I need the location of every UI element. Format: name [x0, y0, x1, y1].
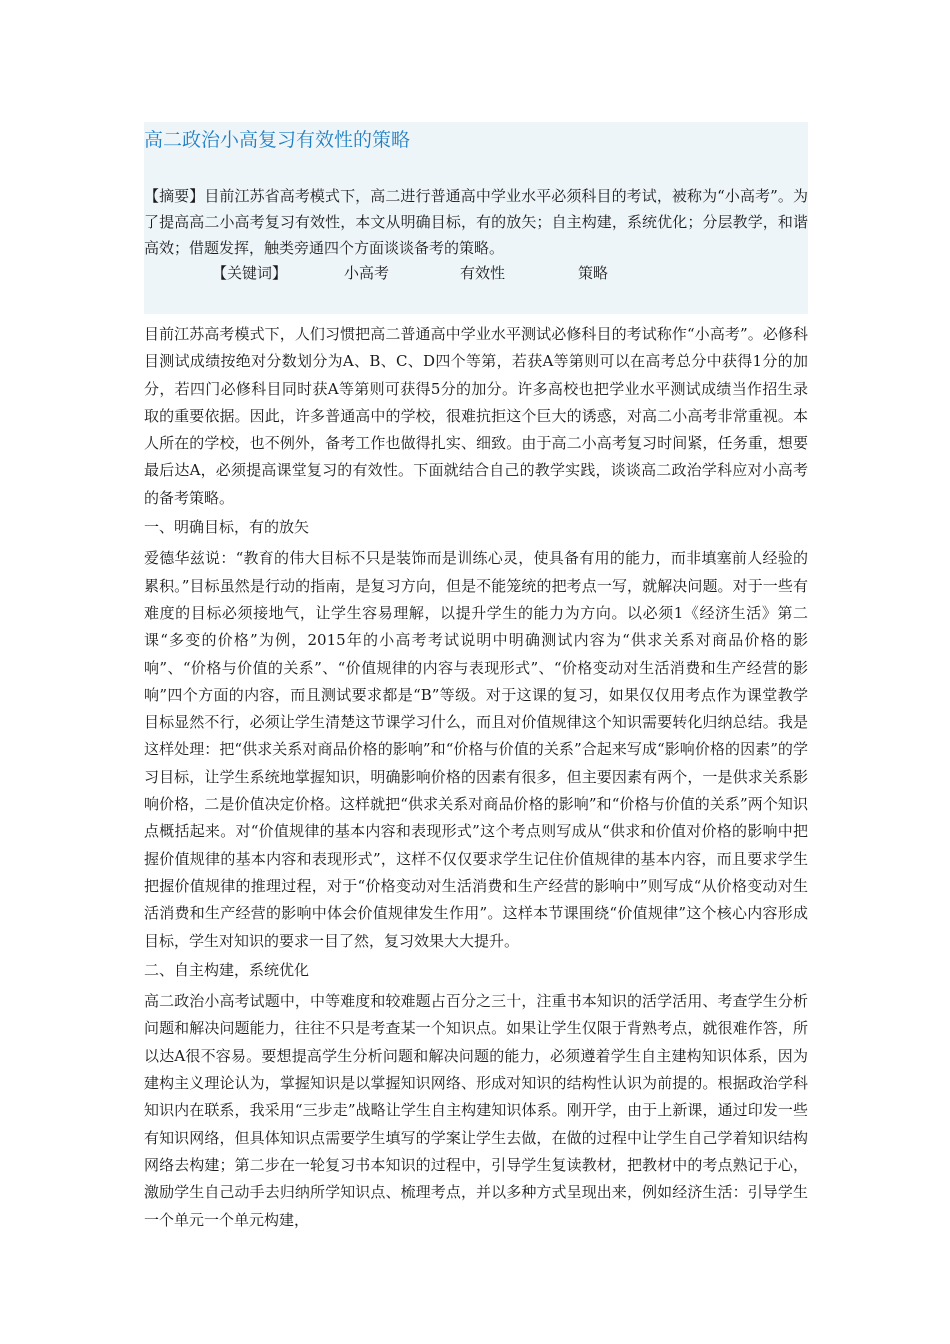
section-paragraph: 爱德华兹说：“教育的伟大目标不只是装饰而是训练心灵，使具备有用的能力，而非填塞前人经验的累积。”目标虽然是行动的指南，是复习方向，但是不能笼统的把考点一写，就解决问题。对于一些有难度的目标必须接地气，让学生容易理解，以提升学生的能力为方向。以必须1《经济生活》第二课“多变的价格”为例，2015年的小高考考试说明中明确测试内容为“供求关系对商品价格的影响”、“价格与价值的关系”、“价值规律的内容与表现形式”、“价格变动对生活消费和生产经营的影响”四个方面的内容，而且测试要求都是“B”等级。对于这课的复习，如果仅仅用考点作为课堂教学目标显然不行，必须让学生清楚这节课学习什么，而且对价值规律这个知识需要转化归纳总结。我是这样处理：把“供求关系对商品价格的影响”和“价格与价值的关系”合起来写成“影响价格的因素”的学习目标，让学生系统地掌握知识，明确影响价格的因素有很多，但主要因素有两个，一是供求关系影响价格，二是价值决定价格。这样就把“供求关系对商品价格的影响”和“价格与价值的关系”两个知识点概括起来。对“价值规律的基本内容和表现形式”这个考点则写成从“供求和价值对价格的影响中把握价值规律的基本内容和表现形式”，这样不仅仅要求学生记住价值规律的基本内容，而且要求学生把握价值规律的推理过程，对于“价格变动对生活消费和生产经营的影响中”则写成“从价格变动对生活消费和生产经营的影响中体会价值规律发生作用”。这样本节课围绕“价值规律”这个核心内容形成目标，学生对知识的要求一目了然，复习效果大大提升。 — [144, 549, 808, 950]
keyword-item: 小高考 — [344, 264, 390, 282]
keywords-row — [212, 260, 608, 286]
intro-paragraph: 目前江苏高考模式下，人们习惯把高二普通高中学业水平测试必修科目的考试称作“小高考”。必修科目测试成绩按绝对分数划分为A、B、C、D四个等第，若获A等第则可以在高考总分中获得1分的加分，若四门必修科目同时获A等第则可获得5分的加分。许多高校也把学业水平测试成绩当作招生录取的重要依据。因此，许多普通高中的学校，很难抗拒这个巨大的诱惑，对高二小高考非常重视。本人所在的学校，也不例外，备考工作也做得扎实、细致。由于高二小高考复习时间紧，任务重，想要最后达A，必须提高课堂复习的有效性。下面就结合自己的教学实践，谈谈高二政治学科应对小高考的备考策略。 — [144, 325, 808, 507]
section-heading: 一、明确目标，有的放矢 — [144, 518, 310, 537]
section-paragraph: 高二政治小高考试题中，中等难度和较难题占百分之三十，注重书本知识的活学活用、考查学生分析问题和解决问题能力，往往不只是考查某一个知识点。如果让学生仅限于背熟考点，就很难作答，所以达A很不容易。要想提高学生分析问题和解决问题的能力，必须遵着学生自主建构知识体系，因为建构主义理论认为，掌握知识是以掌握知识网络、形成对知识的结构性认识为前提的。根据政治学科知识内在联系，我采用“三步走”战略让学生自主构建知识体系。刚开学，由于上新课，通过印发一些有知识网络，但具体知识点需要学生填写的学案让学生去做，在做的过程中让学生自己学着知识结构网络去构建；第二步在一轮复习书本知识的过程中，引导学生复读教材，把教材中的考点熟记于心，激励学生自己动手去归纳所学知识点、梳理考点，并以多种方式呈现出来，例如经济生活：引导学生一个单元一个单元构建， — [144, 992, 808, 1229]
keywords-label: 【关键词】 — [212, 264, 288, 282]
abstract — [144, 183, 808, 261]
keyword-item: 有效性 — [460, 264, 506, 282]
keyword-item: 策略 — [578, 264, 609, 282]
abstract-text: 【摘要】目前江苏省高考模式下，高二进行普通高中学业水平必须科目的考试，被称为“小高考”。为了提高高二小高考复习有效性，本文从明确目标，有的放矢；自主构建，系统优化；分层教学，和谐高效；借题发挥，触类旁通四个方面谈谈备考的策略。 — [144, 187, 808, 257]
section-heading: 二、自主构建，系统优化 — [144, 960, 310, 979]
document-title: 高二政治小高复习有效性的策略 — [144, 129, 411, 151]
document-body — [144, 321, 808, 1234]
